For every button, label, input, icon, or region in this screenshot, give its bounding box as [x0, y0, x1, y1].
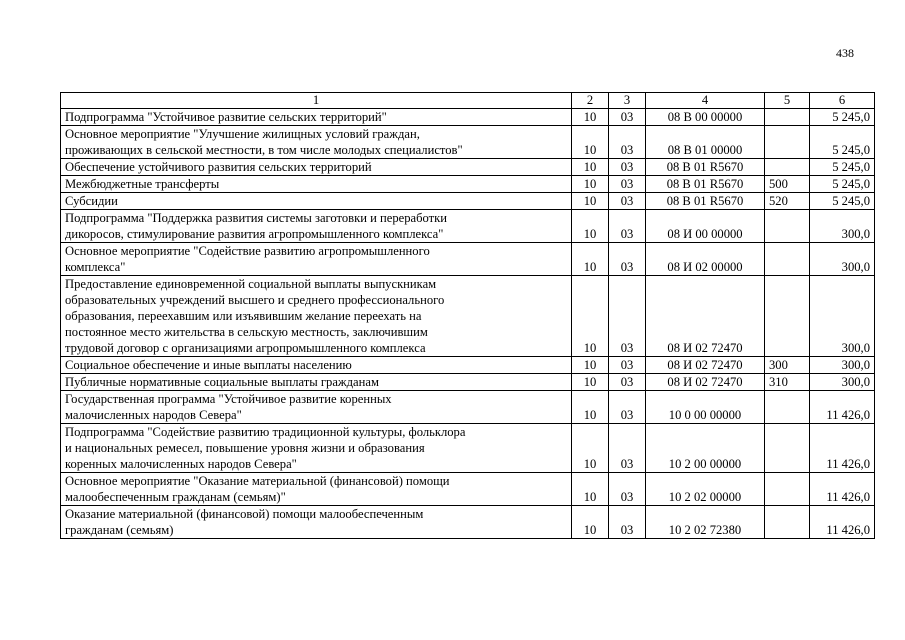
header-col-6: 6	[810, 93, 875, 109]
row-subsection-cell: 03	[609, 506, 646, 539]
row-target-article-cell: 08 И 02 72470	[646, 357, 765, 374]
row-section-cell: 10	[572, 357, 609, 374]
row-name-cell: Обеспечение устойчивого развития сельских территорий	[61, 159, 572, 176]
row-name-cell: Предоставление единовременной социальной выплаты выпускникам образовательных учреждений высшего и среднего профессионального образования, переехавшим или изъявившим желание переехать на постоянное место жительства в сельскую местность, заключившим трудовой договор с организациями агропромышленного комплекса	[61, 276, 572, 357]
row-subsection-cell: 03	[609, 473, 646, 506]
row-expense-type-cell	[765, 109, 810, 126]
header-col-4: 4	[646, 93, 765, 109]
row-section-cell: 10	[572, 424, 609, 473]
row-target-article-cell: 08 В 00 00000	[646, 109, 765, 126]
row-expense-type-cell	[765, 506, 810, 539]
row-name-cell: Основное мероприятие "Улучшение жилищных условий граждан, проживающих в сельской местности, в том числе молодых специалистов"	[61, 126, 572, 159]
row-subsection-cell: 03	[609, 159, 646, 176]
row-subsection-cell: 03	[609, 193, 646, 210]
row-target-article-cell: 10 2 00 00000	[646, 424, 765, 473]
row-target-article-cell: 08 И 02 72470	[646, 276, 765, 357]
row-expense-type-cell	[765, 276, 810, 357]
row-amount-cell: 5 245,0	[810, 126, 875, 159]
row-name-cell: Публичные нормативные социальные выплаты гражданам	[61, 374, 572, 391]
row-name-cell: Основное мероприятие "Оказание материальной (финансовой) помощи малообеспеченным гражданам (семьям)"	[61, 473, 572, 506]
row-subsection-cell: 03	[609, 391, 646, 424]
row-target-article-cell: 10 0 00 00000	[646, 391, 765, 424]
row-name-cell: Государственная программа "Устойчивое развитие коренных малочисленных народов Севера"	[61, 391, 572, 424]
row-name-cell: Межбюджетные трансферты	[61, 176, 572, 193]
row-name-cell: Подпрограмма "Устойчивое развитие сельских территорий"	[61, 109, 572, 126]
row-target-article-cell: 08 И 00 00000	[646, 210, 765, 243]
row-amount-cell: 300,0	[810, 210, 875, 243]
row-expense-type-cell: 300	[765, 357, 810, 374]
row-name-cell: Основное мероприятие "Содействие развитию агропромышленного комплекса"	[61, 243, 572, 276]
row-section-cell: 10	[572, 473, 609, 506]
row-amount-cell: 11 426,0	[810, 424, 875, 473]
row-section-cell: 10	[572, 126, 609, 159]
table-row	[61, 109, 875, 126]
row-section-cell: 10	[572, 243, 609, 276]
row-amount-cell: 11 426,0	[810, 473, 875, 506]
row-target-article-cell: 08 В 01 R5670	[646, 193, 765, 210]
row-name-cell: Социальное обеспечение и иные выплаты населению	[61, 357, 572, 374]
row-amount-cell: 5 245,0	[810, 193, 875, 210]
row-section-cell: 10	[572, 109, 609, 126]
row-target-article-cell: 08 В 01 R5670	[646, 176, 765, 193]
header-col-5: 5	[765, 93, 810, 109]
row-expense-type-cell: 520	[765, 193, 810, 210]
header-col-3: 3	[609, 93, 646, 109]
table-row	[61, 243, 875, 276]
row-section-cell: 10	[572, 210, 609, 243]
row-subsection-cell: 03	[609, 424, 646, 473]
row-amount-cell: 300,0	[810, 357, 875, 374]
row-subsection-cell: 03	[609, 276, 646, 357]
table-body	[61, 109, 875, 539]
table-row	[61, 391, 875, 424]
row-amount-cell: 11 426,0	[810, 391, 875, 424]
row-section-cell: 10	[572, 193, 609, 210]
row-target-article-cell: 08 В 01 R5670	[646, 159, 765, 176]
row-expense-type-cell: 310	[765, 374, 810, 391]
row-expense-type-cell	[765, 126, 810, 159]
row-expense-type-cell	[765, 473, 810, 506]
row-name-cell: Оказание материальной (финансовой) помощи малообеспеченным гражданам (семьям)	[61, 506, 572, 539]
row-amount-cell: 5 245,0	[810, 109, 875, 126]
row-amount-cell: 300,0	[810, 276, 875, 357]
table-row	[61, 176, 875, 193]
table-row	[61, 357, 875, 374]
row-section-cell: 10	[572, 276, 609, 357]
row-amount-cell: 11 426,0	[810, 506, 875, 539]
row-name-cell: Подпрограмма "Содействие развитию традиционной культуры, фольклора и национальных ремесел, повышение уровня жизни и образования коренных малочисленных народов Севера"	[61, 424, 572, 473]
table-row	[61, 126, 875, 159]
row-subsection-cell: 03	[609, 176, 646, 193]
table-row	[61, 159, 875, 176]
row-section-cell: 10	[572, 176, 609, 193]
row-target-article-cell: 10 2 02 00000	[646, 473, 765, 506]
table-row	[61, 374, 875, 391]
row-target-article-cell: 08 И 02 00000	[646, 243, 765, 276]
header-col-1: 1	[61, 93, 572, 109]
row-expense-type-cell	[765, 210, 810, 243]
row-subsection-cell: 03	[609, 357, 646, 374]
row-subsection-cell: 03	[609, 210, 646, 243]
row-subsection-cell: 03	[609, 126, 646, 159]
row-target-article-cell: 08 В 01 00000	[646, 126, 765, 159]
row-subsection-cell: 03	[609, 374, 646, 391]
row-section-cell: 10	[572, 391, 609, 424]
row-section-cell: 10	[572, 374, 609, 391]
row-target-article-cell: 08 И 02 72470	[646, 374, 765, 391]
row-expense-type-cell: 500	[765, 176, 810, 193]
row-target-article-cell: 10 2 02 72380	[646, 506, 765, 539]
row-expense-type-cell	[765, 424, 810, 473]
row-amount-cell: 300,0	[810, 243, 875, 276]
row-expense-type-cell	[765, 159, 810, 176]
row-name-cell: Субсидии	[61, 193, 572, 210]
row-amount-cell: 5 245,0	[810, 159, 875, 176]
table-header-row	[61, 93, 875, 109]
table-row	[61, 506, 875, 539]
row-amount-cell: 5 245,0	[810, 176, 875, 193]
row-section-cell: 10	[572, 506, 609, 539]
row-name-cell: Подпрограмма "Поддержка развития системы заготовки и переработки дикоросов, стимулирование развития агропромышленного комплекса"	[61, 210, 572, 243]
table-row	[61, 473, 875, 506]
row-amount-cell: 300,0	[810, 374, 875, 391]
page-number: 438	[836, 46, 854, 60]
row-expense-type-cell	[765, 243, 810, 276]
row-subsection-cell: 03	[609, 243, 646, 276]
table-row	[61, 193, 875, 210]
row-section-cell: 10	[572, 159, 609, 176]
table-row	[61, 424, 875, 473]
table-row	[61, 210, 875, 243]
header-col-2: 2	[572, 93, 609, 109]
row-expense-type-cell	[765, 391, 810, 424]
row-subsection-cell: 03	[609, 109, 646, 126]
budget-table	[60, 92, 875, 539]
table-row	[61, 276, 875, 357]
